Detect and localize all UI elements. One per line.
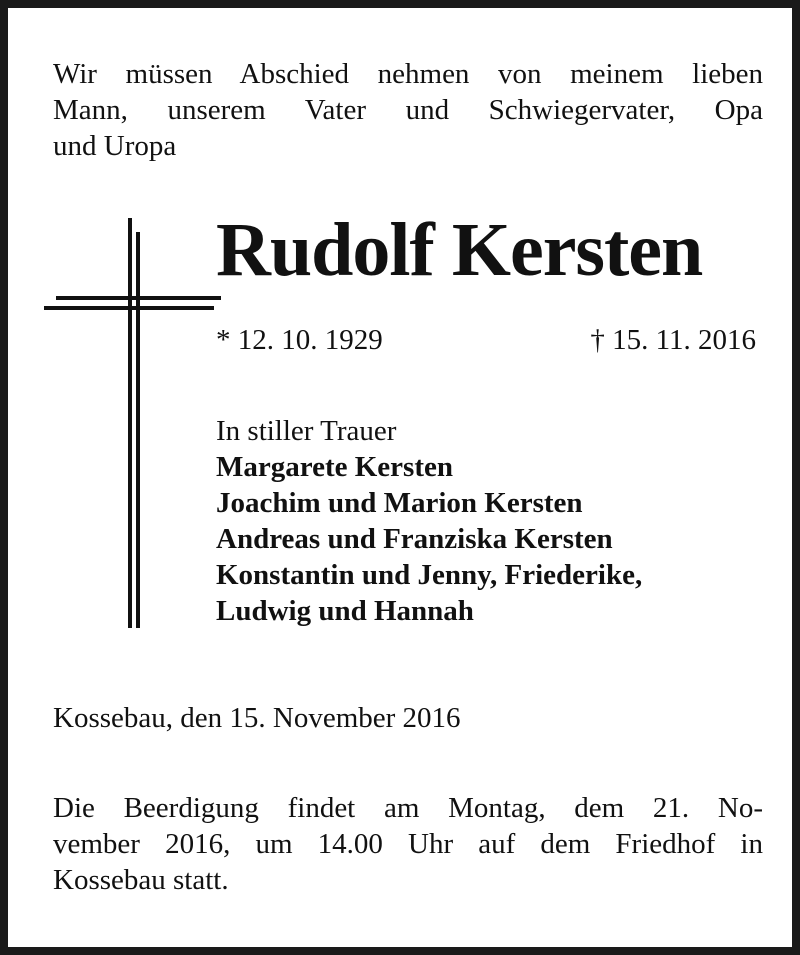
intro-line: Mann, unserem Vater und Schwiegervater, Opa (53, 94, 763, 126)
place-date: Kossebau, den 15. November 2016 (53, 702, 461, 734)
intro-line: und Uropa (53, 130, 177, 162)
cross-icon (38, 218, 228, 638)
mourner-name: Andreas und Franziska Kersten (216, 523, 613, 555)
life-dates (216, 322, 756, 358)
deceased-name: Rudolf Kersten (216, 208, 703, 292)
mourner-name: Joachim und Marion Kersten (216, 487, 583, 519)
mourner-name: Margarete Kersten (216, 451, 453, 483)
funeral-line: Die Beerdigung findet am Montag, dem 21. No- (53, 792, 763, 824)
mourners-block (216, 413, 776, 629)
mourner-name: Konstantin und Jenny, Friederike, (216, 559, 643, 591)
intro-text (53, 56, 763, 164)
mourners-heading: In stiller Trauer (216, 415, 397, 447)
death-date: † 15. 11. 2016 (590, 324, 756, 356)
intro-line: Wir müssen Abschied nehmen von meinem lieben (53, 58, 763, 90)
birth-date: * 12. 10. 1929 (216, 324, 383, 356)
mourner-name: Ludwig und Hannah (216, 595, 474, 627)
funeral-line: Kossebau statt. (53, 864, 229, 896)
funeral-notice (53, 790, 763, 898)
funeral-line: vember 2016, um 14.00 Uhr auf dem Friedhof in (53, 828, 763, 860)
